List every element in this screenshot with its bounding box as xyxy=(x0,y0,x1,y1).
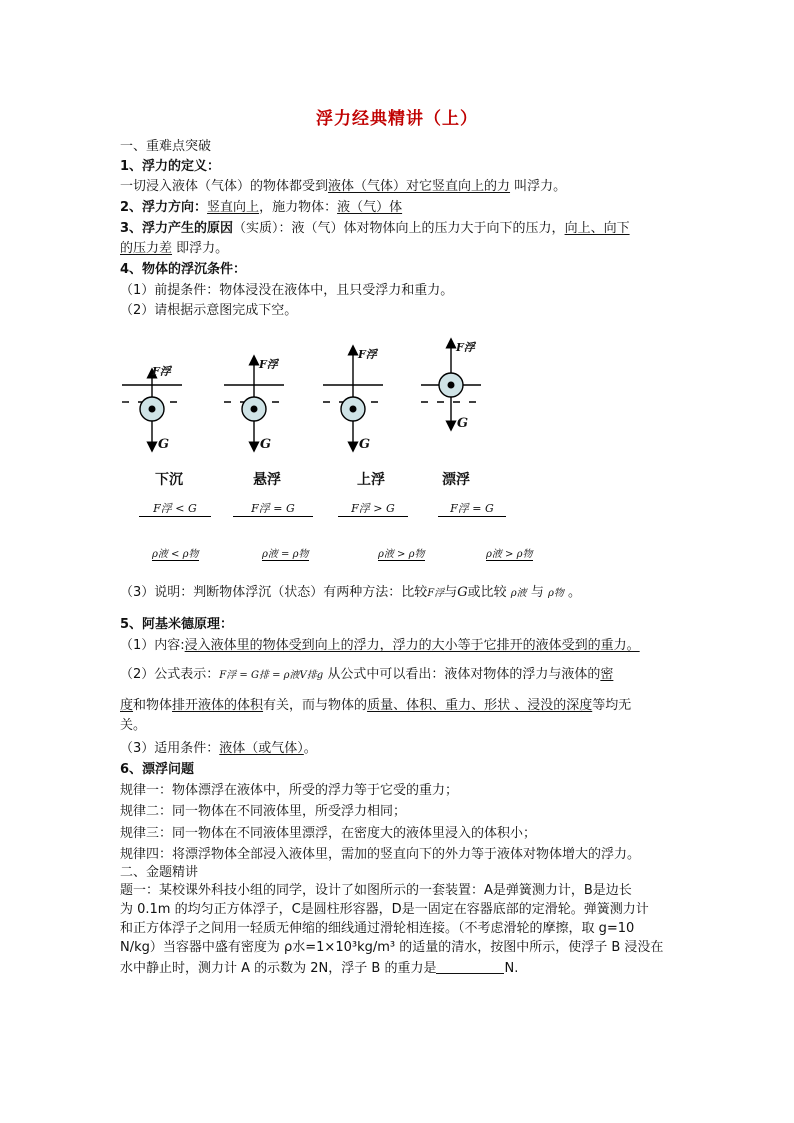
archimedes-factors-end: 关。 xyxy=(120,718,147,733)
density-relation-float: ρ液 > ρ物 xyxy=(486,545,533,561)
symbol: ρ液 xyxy=(510,588,527,599)
rule-2: 规律二：同一物体在不同液体里，所受浮力相同； xyxy=(120,804,407,819)
ball-center-dot-suspend xyxy=(251,406,258,413)
rule-1: 规律一：物体漂浮在液体中，所受的浮力等于它受的重力； xyxy=(120,783,459,798)
gravity-label-suspend: G xyxy=(260,437,272,452)
text: 一切浸入液体（气体）的物体都受到 xyxy=(120,179,329,194)
underlined-answer: 浸入液体里的物体受到向上的浮力，浮力的大小等于它排开的液体受到的重力。 xyxy=(184,638,640,653)
text: （3）适用条件： xyxy=(120,741,220,756)
heading-text: 2、浮力方向： xyxy=(120,200,208,215)
heading-text: 5、阿基米德原理： xyxy=(120,617,234,632)
section-heading-2: 二、金题精讲 xyxy=(120,865,199,880)
force-relation-float: F浮 = G xyxy=(438,500,506,517)
page-title: 浮力经典精讲（上） xyxy=(316,109,478,129)
text: （3）说明：判断物体浮沉（状态）有两种方法：比较 xyxy=(120,585,428,600)
text: 。 xyxy=(303,741,317,756)
condition-1: （1）前提条件：物体浸没在液体中，且只受浮力和重力。 xyxy=(120,283,454,298)
text: 即浮力。 xyxy=(176,241,229,256)
state-suspend: 悬浮 xyxy=(253,472,281,488)
underlined-answer: 排开液体的体积 xyxy=(172,698,264,713)
question-line-3: 和正方体浮子之间用一轻质无伸缩的细线通过滑轮相连接。（不考虑滑轮的摩擦，取 g=10 xyxy=(120,921,635,936)
underlined-answer: 质量、体积、重力、形状 、浸没的深度 xyxy=(367,698,593,713)
ball-center-dot-rise xyxy=(350,406,357,413)
judgement-note xyxy=(120,584,581,603)
gravity-label-rise: G xyxy=(359,437,371,452)
underlined-answer: 密 xyxy=(600,667,614,682)
gravity-label-sink: G xyxy=(158,437,170,452)
text: 或比较 xyxy=(467,585,507,600)
density-relation-sink: ρ液 < ρ物 xyxy=(152,545,199,561)
heading-text: 6、漂浮问题 xyxy=(120,762,195,777)
underlined-answer: 液体（或气体） xyxy=(219,741,304,756)
symbol: ρ物 xyxy=(547,588,564,599)
text: 水中静止时，测力计 A 的示数为 2N，浮子 B 的重力是 xyxy=(120,961,437,976)
state-float: 漂浮 xyxy=(442,472,470,488)
formula: F浮 = G排 = ρ液V排g xyxy=(219,670,324,681)
underlined-answer: 液体（气体）对它竖直向上的力 xyxy=(328,179,511,194)
text: （实质）：液（气）体对物体向上的压力大于向下的压力， xyxy=(233,221,565,236)
state-rise: 上浮 xyxy=(357,472,385,488)
text: 叫浮力。 xyxy=(514,179,567,194)
section-heading: 一、重难点突破 xyxy=(120,139,212,154)
buoyancy-label-rise: F浮 xyxy=(358,348,377,361)
underlined-answer: 度 xyxy=(120,698,134,713)
text: 与 xyxy=(530,585,544,600)
question-line-1: 题一：某校课外科技小组的同学，设计了如图所示的一套装置：A是弹簧测力计，B是边长 xyxy=(120,883,632,898)
heading-text: 1、浮力的定义： xyxy=(120,159,221,174)
heading-floating xyxy=(120,761,194,779)
text: ，施力物体： xyxy=(259,200,338,215)
question-line-2: 为 0.1m 的均匀正方体浮子，C是圆柱形容器，D是一固定在容器底部的定滑轮。弹簧测力计 xyxy=(120,902,649,917)
buoyancy-label-float: F浮 xyxy=(456,341,475,354)
text: 与 xyxy=(444,585,458,600)
archimedes-content xyxy=(120,637,640,655)
text: 有关，而与物体的 xyxy=(263,698,368,713)
rule-4: 规律四：将漂浮物体全部浸入液体里，需加的竖直向下的外力等于液体对物体增大的浮力。 xyxy=(120,847,641,862)
text: 和物体 xyxy=(133,698,173,713)
ball-center-dot-float xyxy=(448,382,455,389)
underlined-answer: 竖直向上 xyxy=(207,200,260,215)
underlined-answer: 向上、向下 xyxy=(564,221,630,236)
text: （2）公式表示： xyxy=(120,667,220,682)
symbol: G xyxy=(457,585,468,600)
heading-text: 3、浮力产生的原因 xyxy=(120,221,234,236)
text: （1）内容: xyxy=(120,638,185,653)
text: 从公式中可以看出：液体对物体的浮力与液体的 xyxy=(327,667,601,682)
buoyancy-label-sink: F浮 xyxy=(152,365,171,378)
density-relation-suspend: ρ液 = ρ物 xyxy=(262,545,309,561)
underlined-answer: 的压力差 xyxy=(120,241,173,256)
condition-2: （2）请根据示意图完成下空。 xyxy=(120,303,298,318)
text: 。 xyxy=(568,585,582,600)
text: N. xyxy=(504,961,519,976)
question-line-5 xyxy=(120,960,518,978)
state-sink: 下沉 xyxy=(155,472,183,488)
heading-archimedes xyxy=(120,616,233,634)
gravity-label-float: G xyxy=(457,416,469,431)
force-relation-rise: F浮 > G xyxy=(338,500,408,517)
symbol: F浮 xyxy=(427,588,445,599)
answer-blank[interactable] xyxy=(436,961,504,974)
archimedes-conditions xyxy=(120,740,317,758)
archimedes-formula-line xyxy=(120,666,613,685)
rule-3: 规律三：同一物体在不同液体里漂浮，在密度大的液体里浸入的体积小； xyxy=(120,826,537,841)
force-relation-suspend: F浮 = G xyxy=(233,500,313,517)
ball-center-dot-sink xyxy=(149,406,156,413)
text: 等均无 xyxy=(592,698,632,713)
buoyancy-label-suspend: F浮 xyxy=(259,358,278,371)
density-relation-rise: ρ液 > ρ物 xyxy=(378,545,425,561)
underlined-answer: 液（气）体 xyxy=(337,200,403,215)
archimedes-factors-line xyxy=(120,697,631,715)
force-relation-sink: F浮 < G xyxy=(139,500,211,517)
question-line-4: N/kg）当容器中盛有密度为 ρ水=1×10³kg/m³ 的适量的清水，按图中所示，使浮子 B 浸没在 xyxy=(120,940,664,955)
heading-text: 4、物体的浮沉条件： xyxy=(120,262,247,277)
